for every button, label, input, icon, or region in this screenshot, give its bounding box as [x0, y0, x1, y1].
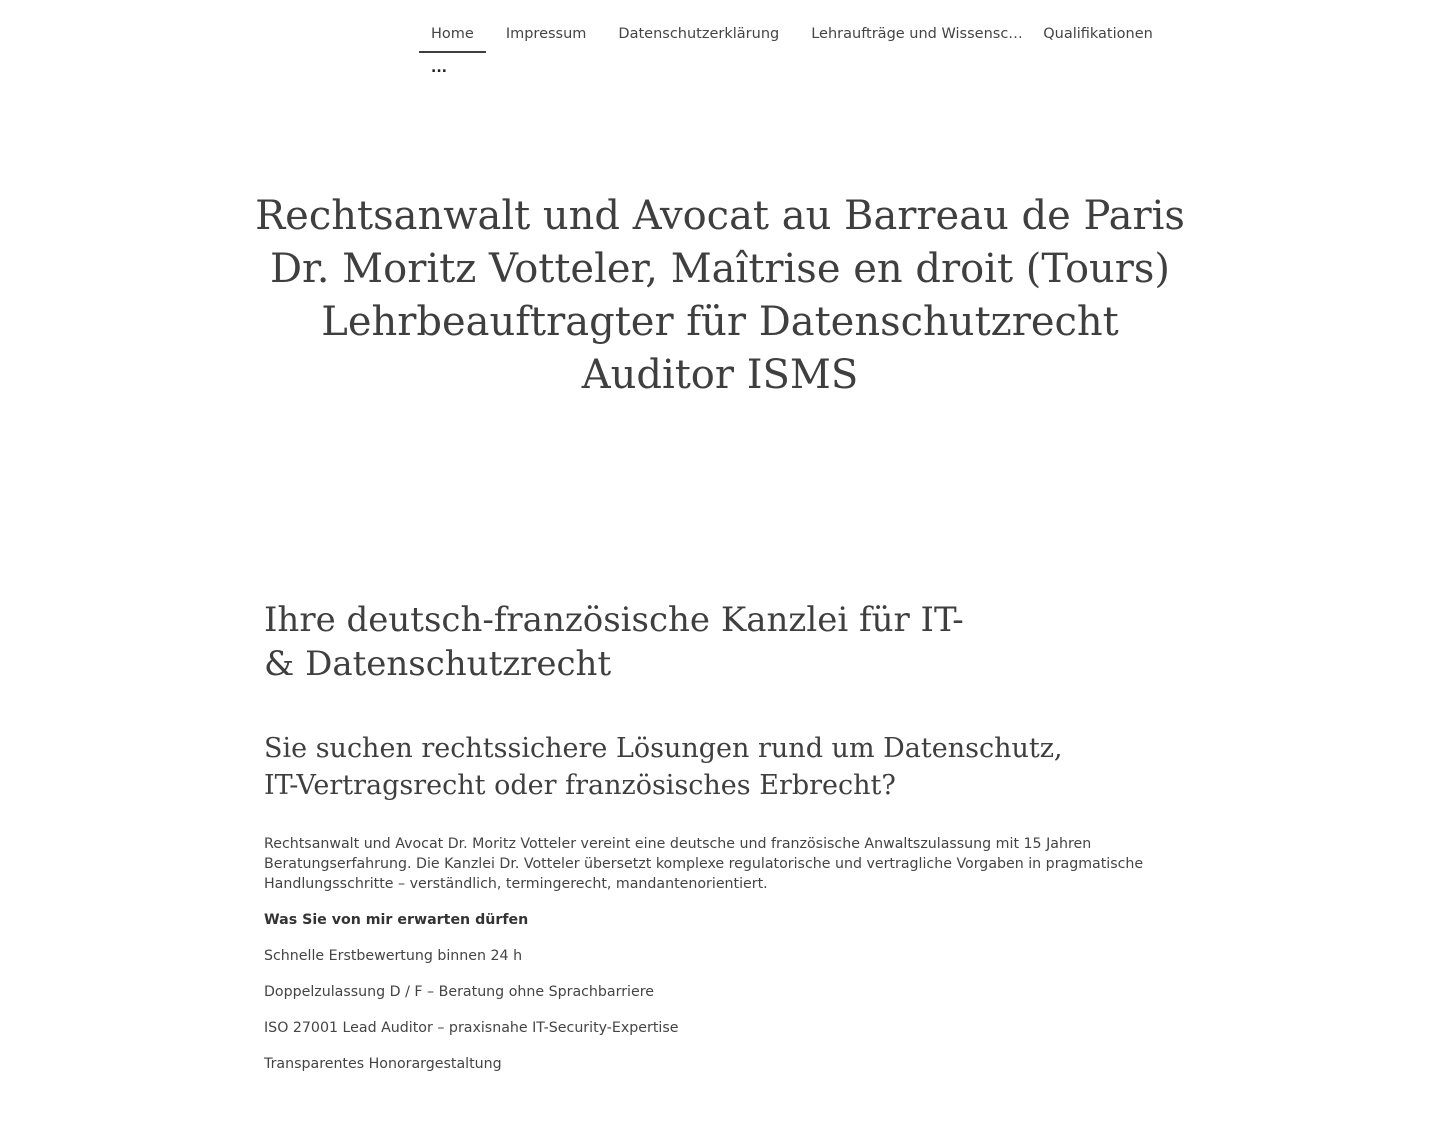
subheading-line-1: Sie suchen rechtssichere Lösungen rund um Datenschutz,: [264, 733, 1063, 764]
expect-item-4: Transparentes Honorargestaltung: [264, 1056, 502, 1072]
nav-item-qualifikationen[interactable]: Qualifikationen: [1043, 26, 1153, 42]
hero-line-auditor: Auditor ISMS: [581, 352, 859, 398]
page-subheading: [264, 730, 1064, 804]
main-content: [264, 598, 1144, 1074]
expect-item-2: Doppelzulassung D / F – Beratung ohne Sprachbarriere: [264, 984, 654, 1000]
hero-title: [220, 190, 1220, 402]
hero-line-lecturer: Lehrbeauftragter für Datenschutzrecht: [321, 299, 1119, 345]
nav-row: [419, 18, 1153, 53]
nav-item-home[interactable]: Home: [419, 18, 486, 53]
hero-line-title: Rechtsanwalt und Avocat au Barreau de Paris: [255, 193, 1185, 239]
nav-item-impressum[interactable]: Impressum: [505, 26, 587, 42]
expect-item-1: Schnelle Erstbewertung binnen 24 h: [264, 948, 523, 964]
nav-more-button[interactable]: ...: [431, 60, 447, 76]
nav-item-datenschutzerklaerung[interactable]: Datenschutzerklärung: [618, 26, 780, 42]
page-heading: Ihre deutsch-französische Kanzlei für IT- & Datenschutzrecht: [264, 600, 964, 684]
hero-line-name: Dr. Moritz Votteler, Maîtrise en droit (Tours): [269, 246, 1171, 292]
intro-paragraph: Rechtsanwalt und Avocat Dr. Moritz Votteler vereint eine deutsche und französische Anwaltszulassung mit 15 Jahren Beratungserfahrung. Die Kanzlei Dr. Votteler übersetzt komplexe regulatorische und vertragliche Vorgaben in pragmatische Handlungsschritte – verständlich, termingerecht, mandantenorientiert.: [264, 836, 1144, 892]
expect-title: Was Sie von mir erwarten dürfen: [264, 912, 529, 928]
subheading-line-2: IT-Vertragsrecht oder französisches Erbrecht?: [264, 770, 896, 801]
main-navigation: [419, 18, 1153, 76]
expect-item-3: ISO 27001 Lead Auditor – praxisnahe IT-Security-Expertise: [264, 1020, 679, 1036]
nav-item-lehrauftraege[interactable]: Lehraufträge und Wissensc…: [811, 26, 1023, 42]
